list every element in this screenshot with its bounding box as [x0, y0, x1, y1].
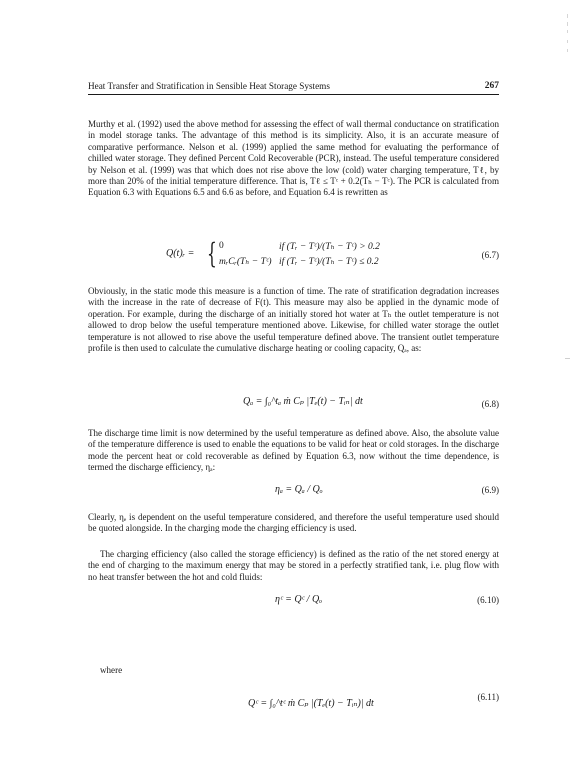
eq67-row1-condition: if (Tᵣ − Tᶜ)/(Tₕ − Tᶜ) > 0.2 — [279, 242, 380, 252]
equation-6-10 — [88, 592, 499, 616]
running-header — [88, 79, 499, 93]
paragraph-3: The discharge time limit is now determined by the useful temperature as defined above. Also, the absolute value of the temperature difference is used to enable the equations to be valid for heat or cold storages. In the discharge mode the percent heat or cold recoverable as defined by Equation 6.3, now without the time dependence, is termed the discharge efficiency, ηₐ: — [88, 428, 499, 473]
equation-6-9 — [88, 482, 499, 506]
eq610-number: (6.10) — [477, 595, 499, 605]
eq67-lhs: Q(t)ᵣ = — [166, 248, 195, 259]
scan-margin-mark — [567, 49, 568, 52]
eq67-number: (6.7) — [481, 250, 499, 260]
eq69-number: (6.9) — [481, 485, 499, 495]
paragraph-4: Clearly, ηₑ is dependent on the useful temperature considered, and therefore the useful temperature used should be quoted alongside. In the charging mode the charging efficiency is used. — [88, 512, 499, 534]
eq69-body: ηₐ = Qₐ / Qₒ — [275, 484, 323, 495]
scan-margin-mark — [567, 22, 568, 26]
eq610-body: ηᶜ = Qᶜ / Qₒ — [275, 594, 323, 605]
eq67-row1-value: 0 — [219, 241, 224, 251]
eq68-number: (6.8) — [481, 399, 499, 409]
eq67-row2-condition: if (Tᵣ − Tᶜ)/(Tₕ − Tᶜ) ≤ 0.2 — [279, 257, 379, 267]
eq67-row2-value: mᵣCᵣ(Tₕ − Tᶜ) — [219, 257, 272, 267]
paragraph-5: The charging efficiency (also called the storage efficiency) is defined as the ratio of the net stored energy at the end of charging to the maximum energy that may be stored in a perfectly stratified tank, i.e. plug flow with no heat transfer between the hot and cold fluids: — [88, 549, 499, 582]
eq67-brace: { — [207, 237, 217, 270]
running-title: Heat Transfer and Stratification in Sensible Heat Storage Systems — [88, 81, 330, 91]
scan-margin-mark — [567, 14, 568, 18]
scan-margin-mark — [567, 30, 568, 33]
where-label: where — [100, 665, 123, 675]
equation-6-11 — [88, 692, 499, 716]
scan-margin-mark — [567, 40, 568, 43]
paragraph-1: Murthy et al. (1992) used the above method for assessing the effect of wall thermal conductance on stratification in model storage tanks. The advantage of this method is its simplicity. Also, it is an accurate measure of comparative performance. Nelson et al. (1999) applied the same method for evaluating the performance of chilled water storage. They defined Percent Cold Recoverable (PCR), instead. The useful temperature considered by Nelson et al. (1999) was that which does not rise above the low (cold) water charging temperature, Tℓ, by more than 20% of the initial temperature difference. That is, Tℓ ≤ Tᶜ + 0.2(Tₕ − Tᶜ). The PCR is calculated from Equation 6.3 with Equations 6.5 and 6.6 as before, and Equation 6.4 is rewritten as — [88, 119, 499, 198]
scan-margin-mark — [565, 358, 570, 359]
eq611-body: Qᶜ = ∫₀^tᶜ ṁ Cₚ |(Tₑ(t) − Tᵢₙ)| dt — [248, 698, 374, 709]
eq611-number: (6.11) — [477, 692, 499, 702]
page-number: 267 — [484, 81, 499, 91]
header-rule — [88, 94, 499, 95]
paragraph-2: Obviously, in the static mode this measure is a function of time. The rate of stratification degradation increases with the increase in the rate of decrease of F(t). This measure may also be applied in the dynamic mode of operation. For example, during the discharge of an initially stored hot water at Tₕ the outlet temperature is not allowed to drop below the useful temperature mentioned above. Likewise, for chilled water storage the outlet temperature is not allowed to rise above the useful temperature defined above. The transient outlet temperature profile is then used to calculate the cumulative discharge heating or cooling capacity, Qₐ, as: — [88, 286, 499, 354]
equation-6-7 — [88, 239, 499, 273]
eq68-body: Qₐ = ∫₀^tₐ ṁ Cₚ |Tₑ(t) − Tᵢₙ| dt — [243, 396, 363, 407]
equation-6-8 — [88, 392, 499, 416]
